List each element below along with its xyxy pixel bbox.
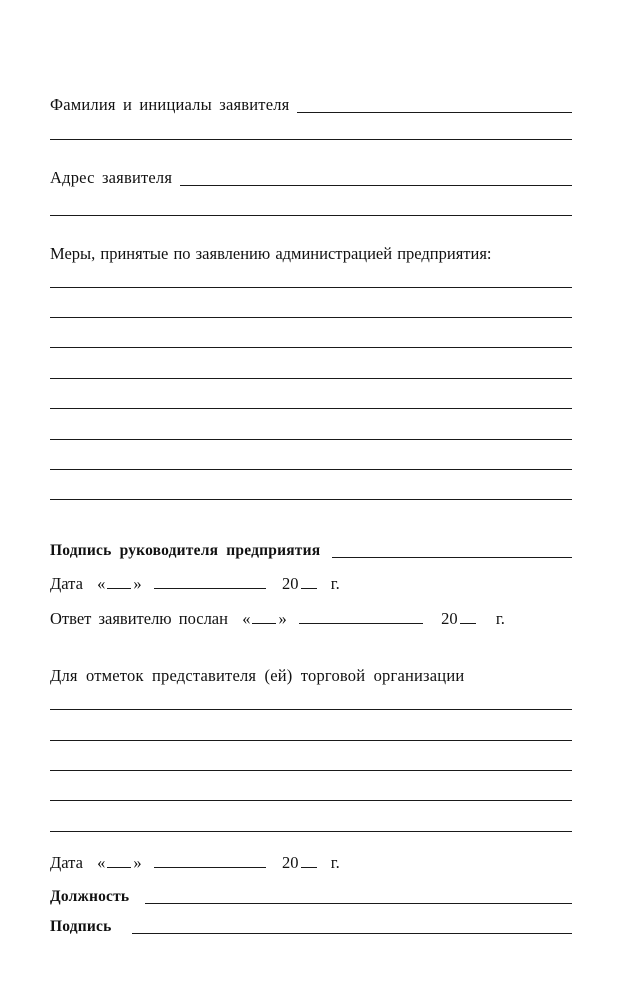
trade-org-year-field[interactable] — [301, 866, 317, 868]
measures-line-4[interactable] — [50, 378, 572, 379]
director-year-prefix: 20 — [282, 573, 299, 593]
trade-org-heading-row — [50, 664, 572, 686]
position-label: Должность — [50, 887, 130, 905]
reply-year-suffix: г. — [495, 608, 505, 628]
measures-line-6[interactable] — [50, 439, 572, 440]
quote-open: « — [242, 608, 251, 628]
applicant-name-label: Фамилия и инициалы заявителя — [50, 94, 290, 114]
director-date-row — [50, 572, 572, 594]
director-signature-label: Подпись руководителя предприятия — [50, 541, 321, 559]
quote-open: « — [97, 573, 106, 593]
reply-year-prefix: 20 — [441, 608, 458, 628]
reply-day-field[interactable] — [252, 622, 276, 624]
measures-line-8[interactable] — [50, 499, 572, 500]
measures-line-5[interactable] — [50, 408, 572, 409]
director-year-field[interactable] — [301, 587, 317, 589]
trade-org-year-suffix: г. — [330, 852, 340, 872]
director-day-field[interactable] — [107, 587, 131, 589]
reply-sent — [50, 608, 505, 630]
trade-org-date-label: Дата — [50, 852, 83, 872]
director-year-suffix: г. — [330, 573, 340, 593]
signature-field[interactable] — [132, 932, 572, 934]
applicant-name-field[interactable] — [297, 111, 572, 113]
quote-close: » — [133, 852, 142, 872]
applicant-name-field-continuation[interactable] — [50, 139, 572, 140]
trade-org-day-field[interactable] — [107, 866, 131, 868]
trade-org-date — [50, 852, 340, 874]
trade-org-line-3[interactable] — [50, 770, 572, 771]
reply-month-field[interactable] — [299, 622, 423, 624]
applicant-address-field[interactable] — [180, 184, 572, 186]
quote-close: » — [278, 608, 287, 628]
trade-org-date-row — [50, 851, 572, 873]
position-field[interactable] — [145, 902, 572, 904]
applicant-address-label: Адрес заявителя — [50, 167, 173, 187]
trade-org-line-1[interactable] — [50, 709, 572, 710]
trade-org-line-4[interactable] — [50, 800, 572, 801]
applicant-name-row — [50, 93, 572, 115]
trade-org-line-5[interactable] — [50, 831, 572, 832]
measures-label: Меры, принятые по заявлению администрацией предприятия: — [50, 243, 492, 263]
director-signature-field[interactable] — [332, 556, 572, 558]
measures-line-3[interactable] — [50, 347, 572, 348]
director-month-field[interactable] — [154, 587, 266, 589]
reply-sent-row — [50, 607, 572, 629]
director-date-label: Дата — [50, 573, 83, 593]
measures-line-2[interactable] — [50, 317, 572, 318]
measures-heading-row — [50, 242, 572, 264]
reply-year-field[interactable] — [460, 622, 476, 624]
position-row — [50, 884, 572, 906]
measures-line-7[interactable] — [50, 469, 572, 470]
signature-row — [50, 914, 572, 936]
applicant-address-row — [50, 166, 572, 188]
quote-close: » — [133, 573, 142, 593]
reply-sent-label: Ответ заявителю послан — [50, 608, 228, 628]
director-date — [50, 573, 340, 595]
trade-org-year-prefix: 20 — [282, 852, 299, 872]
measures-line-1[interactable] — [50, 287, 572, 288]
signature-label: Подпись — [50, 917, 112, 935]
applicant-address-field-continuation[interactable] — [50, 215, 572, 216]
director-signature-row — [50, 538, 572, 560]
trade-org-line-2[interactable] — [50, 740, 572, 741]
trade-org-month-field[interactable] — [154, 866, 266, 868]
trade-org-label: Для отметок представителя (ей) торговой организации — [50, 665, 465, 685]
quote-open: « — [97, 852, 106, 872]
